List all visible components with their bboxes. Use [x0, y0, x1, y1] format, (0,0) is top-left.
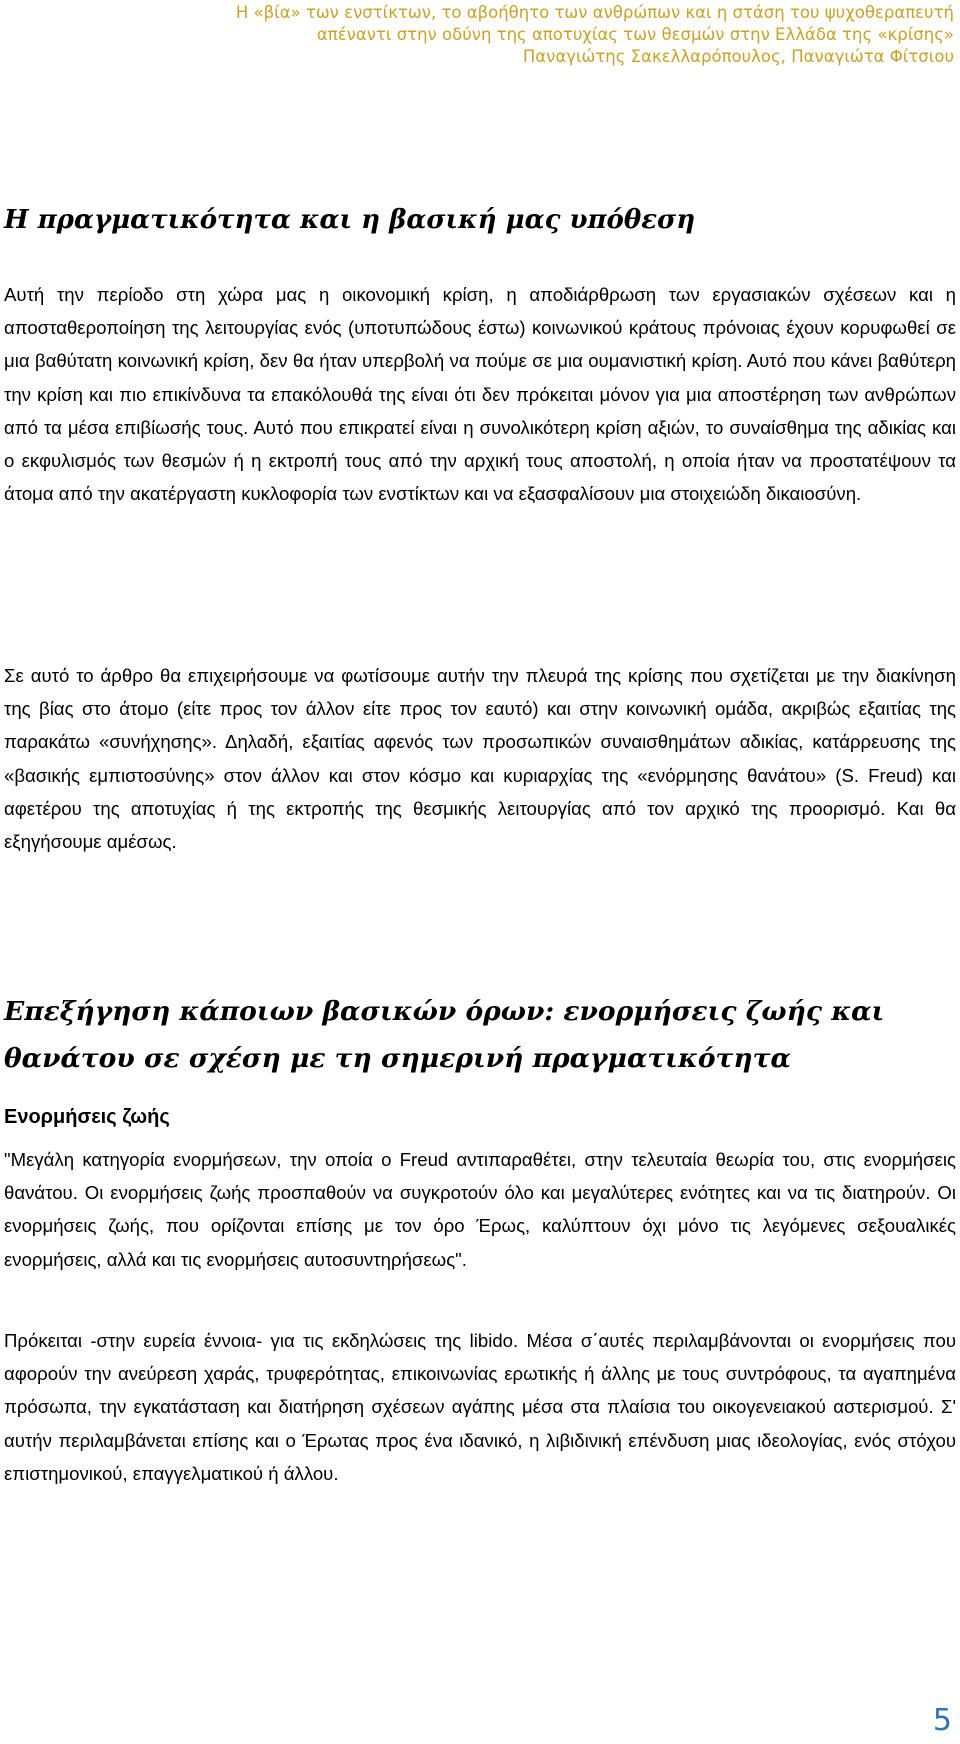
- header-title-line-1: Η «βία» των ενστίκτων, το αβοήθητο των ανθρώπων και η στάση του ψυχοθεραπευτή: [235, 3, 954, 22]
- paragraph: Πρόκειται -στην ευρεία έννοια- για τις εκδηλώσεις της libido. Μέσα σ΄αυτές περιλαμβάνονται οι ενορμήσεις που αφορούν την ανεύρεση χαράς, τρυφερότητας, επικοινωνίας ερωτικής ή άλλης με τους συντρόφους, τα αγαπημένα πρόσωπα, την εγκατάσταση και διατήρηση σχέσεων αγάπης μέσα στα πλαίσια του οικογενειακού αστερισμού. Σ' αυτήν περιλαμβάνεται επίσης και ο Έρωτας προς ένα ιδανικό, η λιβιδινική επένδυση μιας ιδεολογίας, ενός στόχου επιστημονικού, επαγγελματικού ή άλλου.: [4, 1330, 956, 1484]
- section-body-terms-p1: [4, 1143, 956, 1276]
- running-header: [54, 2, 954, 68]
- paragraph: Σε αυτό το άρθρο θα επιχειρήσουμε να φωτίσουμε αυτήν την πλευρά της κρίσης που σχετίζεται με την διακίνηση της βίας στο άτομο (είτε προς τον άλλον είτε προς τον εαυτό) και στην κοινωνική ομάδα, ακριβώς εξαιτίας της παρακάτω «συνήχησης». Δηλαδή, εξαιτίας αφενός των προσωπικών συναισθημάτων αδικίας, κατάρρευσης της «βασικής εμπιστοσύνης» στον άλλον και στον κόσμο και κυριαρχίας της «ενόρμησης θανάτου» (S. Freud) και αφετέρου της αποτυχίας ή της εκτροπής της θεσμικής λειτουργίας από τον αρχικό της προορισμό. Και θα εξηγήσουμε αμέσως.: [4, 665, 956, 853]
- header-authors: Παναγιώτης Σακελλαρόπουλος, Παναγιώτα Φίτσιου: [522, 47, 954, 66]
- paragraph: Αυτή την περίοδο στη χώρα μας η οικονομική κρίση, η αποδιάρθρωση των εργασιακών σχέσεων και η αποσταθεροποίηση της λειτουργίας ενός (υποτυπώδους έστω) κοινωνικού κράτους πρόνοιας έχουν κορυφωθεί σε μια βαθύτατη κοινωνική κρίση, δεν θα ήταν υπερβολή να πούμε σε μια ουμανιστική κρίση. Αυτό που κάνει βαθύτερη την κρίση και πιο επικίνδυνα τα επακόλουθά της είναι ότι δεν πρόκειται μόνον για μια αποστέρηση των ανθρώπων από τα μέσα επιβίωσής τους. Αυτό που επικρατεί είναι η συνολικότερη κρίση αξιών, το συναίσθημα της αδικίας και ο εκφυλισμός των θεσμών ή η εκτροπή τους από την αρχική τους αποστολή, η οποία ήταν να προστατέψουν τα άτομα από την ακατέργαστη κυκλοφορία των ενστίκτων και να εξασφαλίσουν μια στοιχειώδη δικαιοσύνη.: [4, 284, 956, 505]
- page-number: 5: [932, 1703, 952, 1738]
- section-heading-reality: Η πραγματικότητα και η βασική μας υπόθεση: [4, 205, 696, 235]
- section-body-reality-p1: [4, 278, 956, 510]
- quote-paragraph: "Μεγάλη κατηγορία ενορμήσεων, την οποία ο Freud αντιπαραθέτει, στην τελευταία θεωρία του, στις ενορμήσεις θανάτου. Οι ενορμήσεις ζωής προσπαθούν να συγκροτούν όλο και μεγαλύτερες ενότητες και να τις διατηρούν. Οι ενορμήσεις ζωής, που ορίζονται επίσης με τον όρο Έρως, καλύπτουν όχι μόνο τις λεγόμενες σεξουαλικές ενορμήσεις, αλλά και τις ενορμήσεις αυτοσυντηρήσεως".: [4, 1149, 956, 1270]
- header-title-line-2: απέναντι στην οδύνη της αποτυχίας των θεσμών στην Ελλάδα της «κρίσης»: [316, 25, 954, 44]
- section-body-terms-p2: [4, 1324, 956, 1490]
- subheading-life-drives: Ενορμήσεις ζωής: [4, 1106, 170, 1128]
- section-heading-terms: Επεξήγηση κάποιων βασικών όρων: ενορμήσεις ζωής και θανάτου σε σχέση με τη σημερινή πραγματικότητα: [4, 996, 885, 1074]
- section-body-reality-p2: [4, 659, 956, 858]
